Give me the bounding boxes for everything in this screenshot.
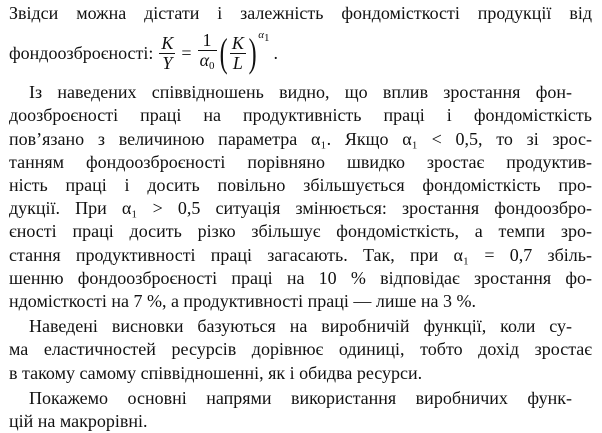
exponent-subscript: 1 — [263, 32, 270, 45]
text-line: ндомісткості на 7 %, а продуктивності праці — лише на 3 %. — [9, 291, 476, 312]
text-line: танням фондоозброєності порівняно швидко зростає продуктив- — [9, 151, 592, 172]
text-line: шенню фондоозброєності праці на 10 % відповідає зростання фо- — [9, 267, 592, 288]
text-line: ма еластичностей ресурсів дорівнює одиниці, тобто дохід зростає — [9, 339, 592, 360]
text-line: Наведені висновки базуються на виробничій функції, коли су- — [29, 316, 572, 337]
formula-coefficient-fraction — [198, 31, 217, 76]
formula-lhs-fraction — [159, 34, 175, 73]
formula-coef-denominator — [198, 51, 217, 76]
formula-rhs-fraction — [230, 34, 246, 73]
formula-rhs-numerator: K — [231, 32, 244, 53]
intro-paragraph — [9, 2, 592, 25]
text-line: Із наведених співвідношень видно, що вплив зростання фон- — [29, 82, 572, 103]
formula-equals: = — [181, 42, 192, 63]
text-line: єності праці досить різко збільшує фондомісткість, а темпи зро- — [9, 221, 592, 242]
formula-end: . — [273, 42, 278, 63]
formula-line — [9, 27, 592, 79]
text-line: Покажемо основні напрями використання виробничих функ- — [29, 387, 572, 408]
body-paragraph-1 — [9, 81, 592, 313]
text-line: стання продуктивності праці загасають. Так, при α₁ = 0,7 збіль- — [9, 244, 592, 265]
formula-lhs-denominator: Y — [162, 52, 173, 73]
right-paren: ) — [248, 30, 257, 76]
text-line: доозброєності праці на продуктивність праці і фондомісткість — [9, 105, 592, 126]
alpha-subscript: 0 — [209, 59, 215, 72]
formula-exponent — [258, 29, 269, 44]
formula-lhs-numerator: K — [161, 32, 174, 53]
text-line: ність праці і досить повільно збільшується фондомісткість про- — [9, 175, 592, 196]
text-line: в такому самому співвідношенні, як і обидва ресурси. — [9, 362, 423, 383]
body-paragraph-3 — [9, 387, 592, 433]
intro-line-1: Звідси можна дістати і залежність фондомісткості продукції від — [9, 3, 592, 23]
intro-line-2-prefix: фондоозброєності: — [9, 42, 154, 63]
formula-coef-numerator: 1 — [202, 29, 212, 50]
formula-rhs-denominator: L — [232, 52, 243, 73]
left-paren: ( — [219, 30, 228, 76]
text-line: дукції. При α₁ > 0,5 ситуація змінюється: зростання фондоозбро- — [9, 198, 592, 219]
alpha-symbol: α — [199, 49, 210, 70]
text-line: пов’язано з величиною параметра α₁. Якщо α₁ < 0,5, то зі зрос- — [9, 128, 592, 149]
body-paragraph-2 — [9, 315, 592, 385]
text-line: цій на макрорівні. — [9, 411, 148, 432]
exponent-alpha: α — [258, 29, 264, 42]
